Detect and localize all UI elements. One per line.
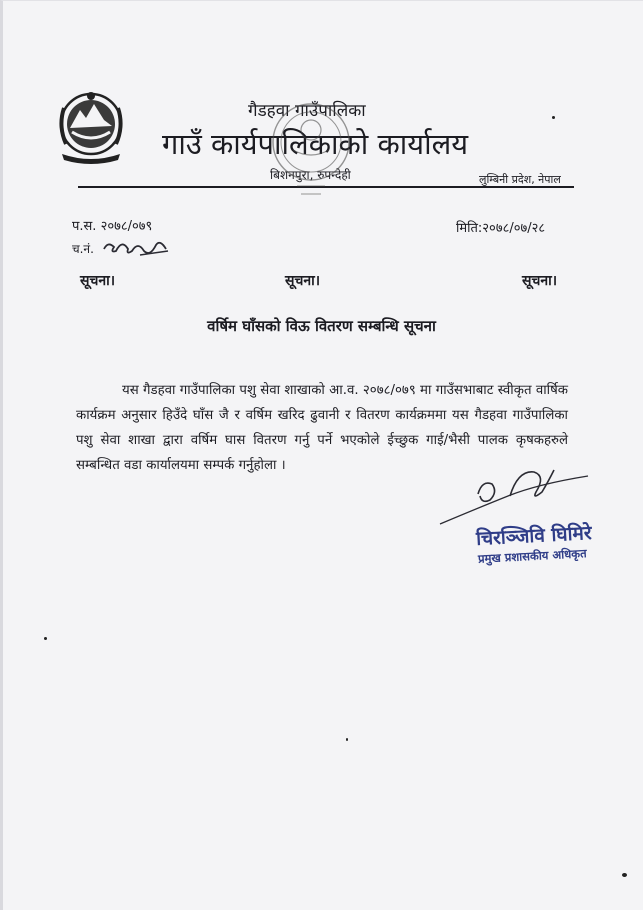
- scan-speck: [346, 738, 348, 741]
- signatory-name: चिरञ्जिवि घिमिरे: [475, 521, 593, 551]
- notice-heading-center: सूचना।: [285, 273, 321, 289]
- scan-speck: [44, 637, 47, 640]
- scan-speck: [622, 873, 627, 877]
- office-stamp-icon: [263, 90, 359, 208]
- district-line: बिशनपुरा, रुपन्देही: [270, 168, 351, 182]
- scan-speck: [552, 116, 555, 119]
- notice-heading-left: सूचना।: [80, 273, 116, 289]
- province-line: लुम्बिनी प्रदेश, नेपाल: [479, 173, 561, 186]
- notice-heading-right: सूचना।: [522, 273, 558, 289]
- notice-body: यस गैडहवा गाउँपालिका पशु सेवा शाखाको आ.व. २०७८/०७९ मा गाउँसभाबाट स्वीकृत वार्षिक कार्यक्रम अनुसार हिउँदे घाँस जै र वर्षिम खरिद ढुवानी र वितरण कार्यक्रममा यस गैडहवा गाउँपालिका पशु सेवा शाखा द्वारा वर्षिम घास वितरण गर्नु पर्ने भएकोले ईच्छुक गाई/भैसी पालक कृषकहरुले सम्बन्धित वडा कार्यालयमा सम्पर्क गर्नुहोला ।: [76, 383, 568, 473]
- patra-sankhya: प.स. २०७८/०७९: [72, 219, 153, 234]
- chalani-number-handwritten: [100, 231, 172, 261]
- letter-date: मिति:२०७८/०७/२८: [456, 221, 546, 236]
- nepal-emblem-icon: [52, 86, 130, 166]
- office-title: गाउँ कार्यपालिकाको कार्यालय: [162, 127, 469, 161]
- signatory-title: प्रमुख प्रशासकीय अधिकृत: [477, 546, 587, 566]
- chalani-label: च.नं.: [72, 242, 94, 256]
- municipality-name: गैडहवा गाउँपालिका: [248, 101, 366, 121]
- notice-subject: वर्षिम घाँसको विऊ वितरण सम्बन्धि सूचना: [207, 317, 436, 335]
